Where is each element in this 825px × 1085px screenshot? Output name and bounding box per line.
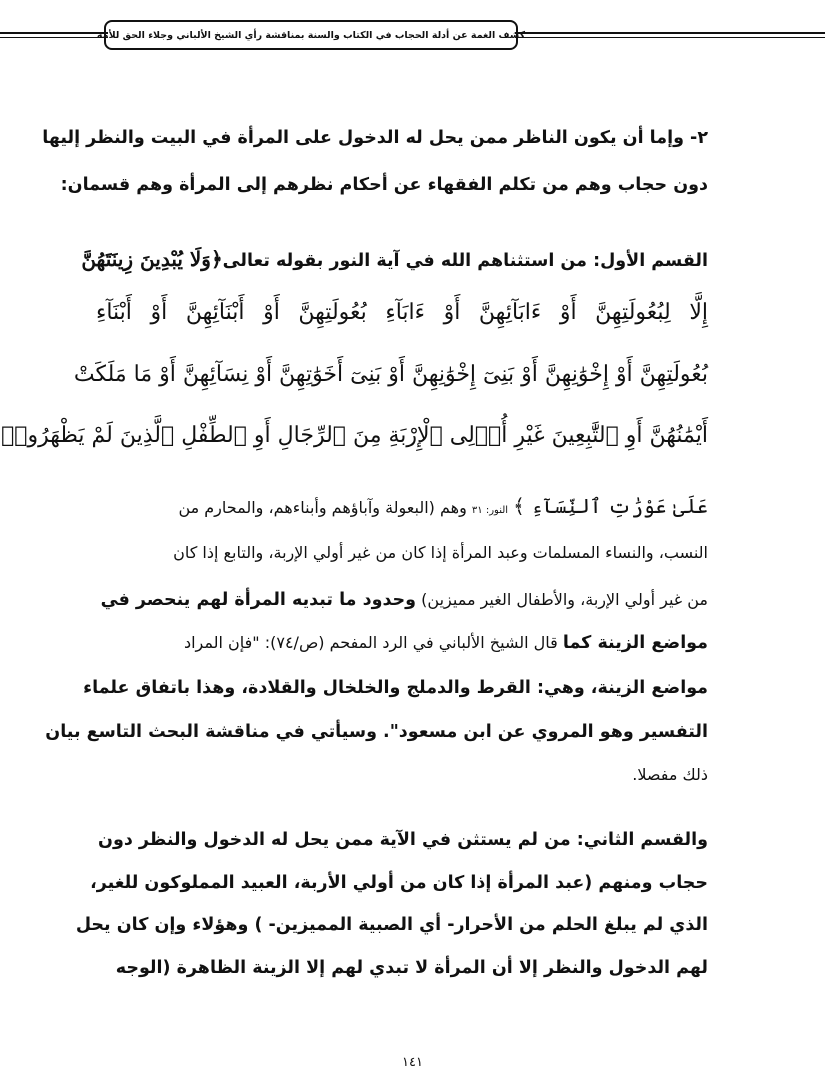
page-number: ١٤١	[402, 1055, 423, 1070]
para2-line7	[96, 590, 708, 610]
quran-line-4: أَيْمَٰنُهُنَّ أَوِ ٱلتَّٰبِعِينَ غَيْرِ أُو۟لِى ٱلْإِرْبَةِ مِنَ ٱلرِّجَالِ أَوِ ٱلطِّفْلِ ٱلَّذِينَ لَمْ يَظْهَرُوا۟	[1, 423, 708, 448]
quran-verse-start: ﴿وَلَا يُبْدِينَ زِينَتَهُنَّ	[81, 247, 223, 271]
section-one-intro: القسم الأول: من استثناهم الله في آية النور بقوله تعالى	[222, 251, 708, 271]
para2-line6: النسب، والنساء المسلمات وعبد المرأة إذا كان من غير أولي الإربة، والتابع إذا كان	[173, 543, 708, 562]
para3-line1: والقسم الثاني: من لم يستثن في الآية ممن يحل له الدخول والنظر دون	[98, 830, 708, 850]
running-header-title: كشف الغمة عن أدلة الحجاب في الكتاب والسنة بمناقشة رأي الشيخ الألباني وجلاء الحق للأمة	[96, 29, 526, 41]
para3-line4: لهم الدخول والنظر إلا أن المرأة لا تبدي لهم إلا الزينة الظاهرة (الوجه	[115, 958, 708, 978]
running-header	[96, 20, 526, 50]
quran-verse-end: عَلَىٰ عَوْرَٰتِ ٱلنِّسَآءِ ﴾	[513, 494, 708, 518]
para2-line8-regular: قال الشيخ الألباني في الرد المفحم (ص/٧٤): "فإن المراد	[183, 633, 558, 652]
para1-line2: دون حجاب وهم من تكلم الفقهاء عن أحكام نظرهم إلى المرأة وهم قسمان:	[60, 175, 708, 195]
para2-line7-bold: وحدود ما تبديه المرأة لهم ينحصر في	[100, 590, 417, 610]
quran-line-3: بُعُولَتِهِنَّ أَوْ إِخْوَٰنِهِنَّ أَوْ بَنِىٓ إِخْوَٰنِهِنَّ أَوْ بَنِىٓ أَخَوَٰتِهِنَّ أَوْ نِسَآئِهِنَّ أَوْ مَا مَلَكَتْ	[73, 362, 708, 387]
para2-line9: مواضع الزينة، وهي: القرط والدملج والخلخال والقلادة، وهذا باتفاق علماء	[83, 678, 708, 698]
para2-line11: ذلك مفصلا.	[632, 765, 708, 784]
para2-line1	[81, 247, 708, 271]
para2-line8-bold: مواضع الزينة كما	[562, 633, 708, 653]
para1-line1: ٢- وإما أن يكون الناظر ممن يحل له الدخول على المرأة في البيت والنظر إليها	[42, 128, 708, 148]
quran-line-2: إِلَّا لِبُعُولَتِهِنَّ أَوْ ءَابَآئِهِنَّ أَوْ ءَابَآءِ بُعُولَتِهِنَّ أَوْ أَبْنَآئِهِنَّ أَوْ أَبْنَآءِ	[96, 300, 708, 325]
para2-line5	[96, 494, 708, 518]
para3-line3: الذي لم يبلغ الحلم من الأحرار- أي الصبية المميزين- ) وهؤلاء وإن كان يحل	[75, 915, 708, 935]
para2-line7-regular: من غير أولي الإربة، والأطفال الغير مميزين)	[421, 590, 708, 609]
header-rule-right	[515, 30, 825, 44]
para2-line5-text: وهم (البعولة وآباؤهم وأبناءهم، والمحارم من	[178, 498, 467, 517]
para3-line2: حجاب ومنهم (عبد المرأة إذا كان من أولي الأربة، العبيد المملوكون للغير،	[90, 873, 708, 893]
header-rule-left	[0, 30, 108, 44]
sura-reference: النور: ٣١	[471, 505, 509, 516]
para2-line8	[96, 633, 708, 653]
para2-line10: التفسير وهو المروي عن ابن مسعود". وسيأتي في مناقشة البحث التاسع بيان	[45, 722, 708, 742]
